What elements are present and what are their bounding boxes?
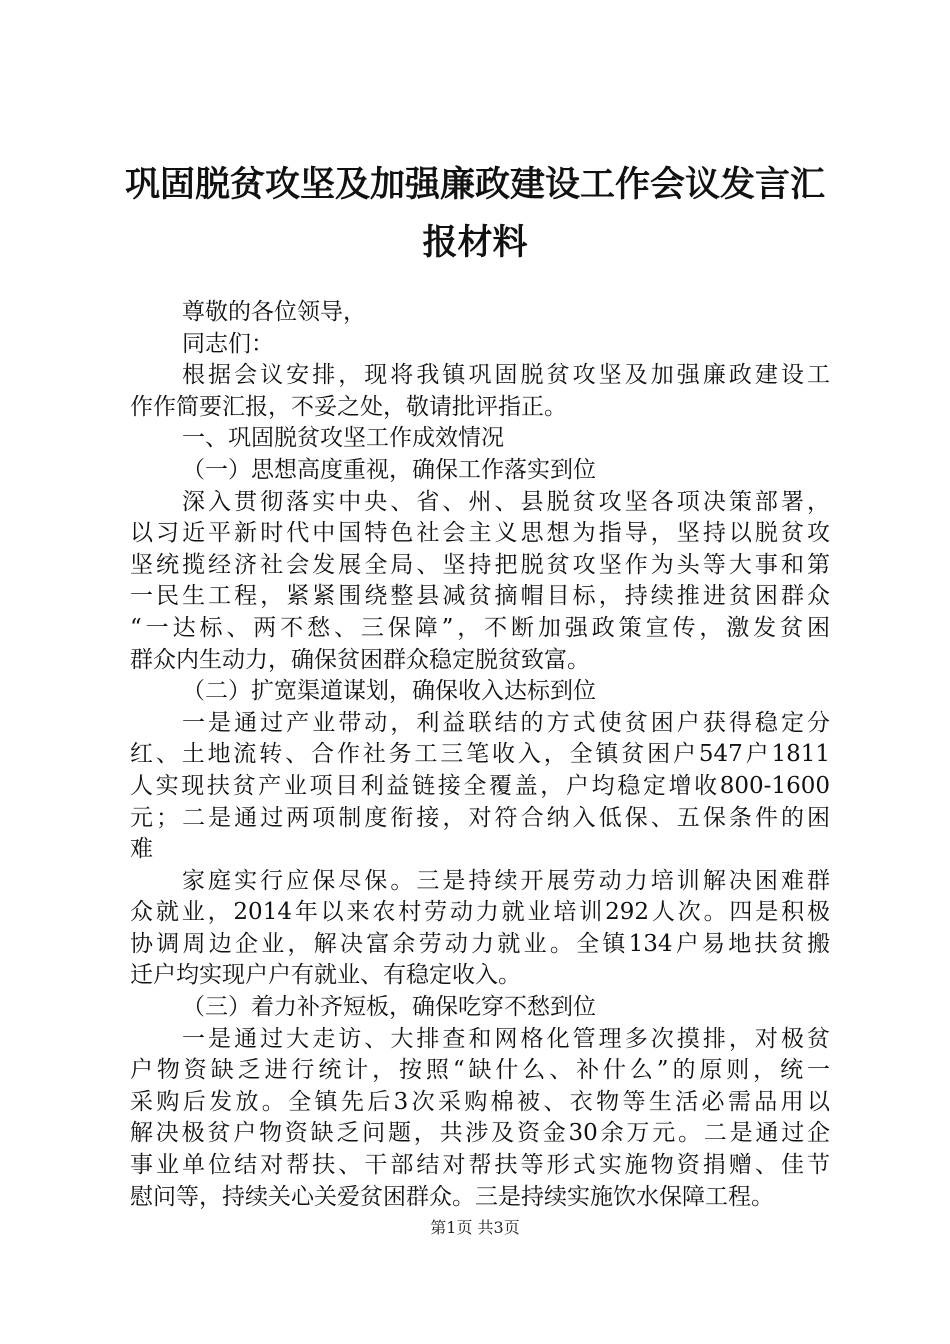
paragraph-line: 众就业，2014年以来农村劳动力就业培训292人次。四是积极 — [130, 899, 830, 926]
paragraph-line: 以习近平新时代中国特色社会主义思想为指导，坚持以脱贫攻 — [130, 520, 830, 547]
paragraph-line: 家庭实行应保尽保。三是持续开展劳动力培训解决困难群 — [182, 867, 830, 894]
document-title-line-1: 巩固脱贫攻坚及加强廉政建设工作会议发言汇 — [124, 165, 825, 205]
paragraph-line: 一民生工程，紧紧围绕整县减贫摘帽目标，持续推进贫困群众 — [130, 583, 830, 610]
paragraph-line: 一是通过产业带动，利益联结的方式使贫困户获得稳定分 — [182, 709, 830, 736]
section-heading: 一、巩固脱贫攻坚工作成效情况 — [182, 425, 504, 452]
paragraph-line: 深入贯彻落实中央、省、州、县脱贫攻坚各项决策部署， — [182, 488, 830, 515]
paragraph-line: 根据会议安排，现将我镇巩固脱贫攻坚及加强廉政建设工 — [182, 362, 830, 389]
paragraph-line: 慰问等，持续关心关爱贫困群众。三是持续实施饮水保障工程。 — [130, 1183, 774, 1210]
page-number-footer: 第1页 共3页 — [430, 1218, 520, 1237]
paragraph-line: 协调周边企业，解决富余劳动力就业。全镇134户易地扶贫搬 — [130, 930, 830, 957]
paragraph-line: 迁户均实现户户有就业、有稳定收入。 — [130, 962, 521, 989]
paragraph-line: 群众内生动力，确保贫困群众稳定脱贫致富。 — [130, 646, 590, 673]
subsection-heading: （二）扩宽渠道谋划，确保收入达标到位 — [182, 678, 596, 705]
document-body — [130, 297, 830, 1213]
paragraph-line: 一是通过大走访、大排查和网格化管理多次摸排，对极贫 — [182, 1025, 830, 1052]
paragraph-line: 元；二是通过两项制度衔接，对符合纳入低保、五保条件的困 — [130, 804, 830, 831]
salutation-line: 同志们： — [182, 330, 274, 357]
document-title-line-2: 报材料 — [422, 223, 528, 263]
paragraph-line: 难 — [130, 836, 153, 863]
paragraph-line: 户物资缺乏进行统计，按照“缺什么、补什么”的原则，统一 — [130, 1057, 830, 1084]
paragraph-line: 采购后发放。全镇先后3次采购棉被、衣物等生活必需品用以 — [130, 1088, 830, 1115]
paragraph-line: 坚统揽经济社会发展全局、坚持把脱贫攻坚作为头等大事和第 — [130, 551, 830, 578]
salutation-line: 尊敬的各位领导， — [182, 299, 366, 325]
paragraph-line: 解决极贫户物资缺乏问题，共涉及资金30余万元。二是通过企 — [130, 1120, 830, 1147]
subsection-heading: （三）着力补齐短板，确保吃穿不愁到位 — [182, 994, 596, 1021]
subsection-heading: （一）思想高度重视，确保工作落实到位 — [182, 456, 596, 483]
paragraph-line: 作作简要汇报，不妥之处，敬请批评指正。 — [130, 393, 567, 420]
paragraph-line: 事业单位结对帮扶、干部结对帮扶等形式实施物资捐赠、佳节 — [130, 1152, 830, 1179]
paragraph-line: 红、土地流转、合作社务工三笔收入，全镇贫困户547户1811 — [130, 741, 830, 768]
paragraph-line: “一达标、两不愁、三保障”，不断加强政策宣传，激发贫困 — [130, 614, 830, 641]
paragraph-line: 人实现扶贫产业项目利益链接全覆盖，户均稳定增收800-1600 — [130, 772, 830, 799]
